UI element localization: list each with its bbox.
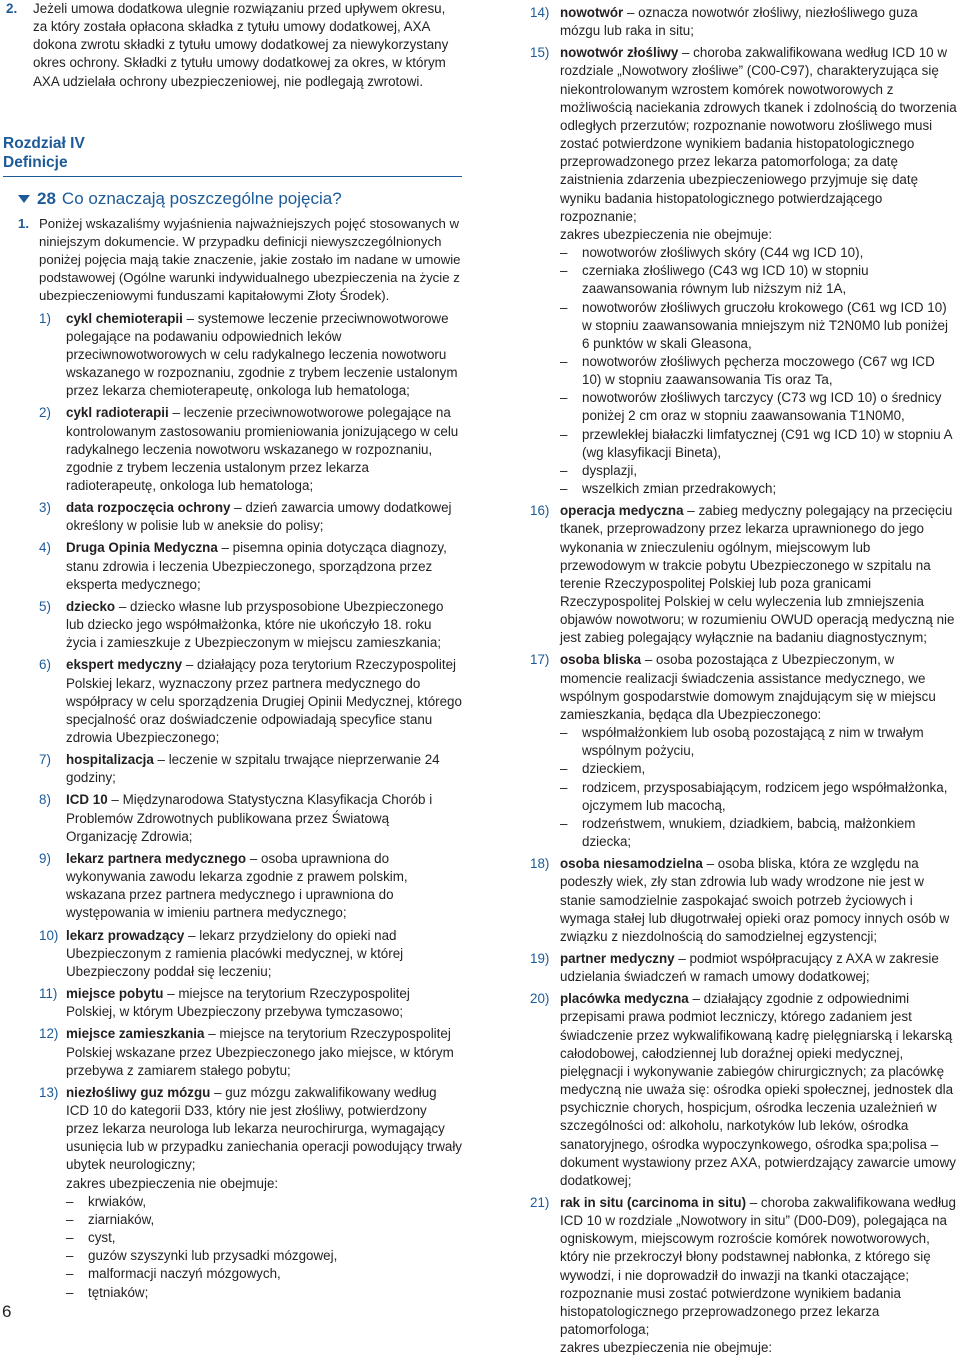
definition-item — [530, 651, 957, 724]
section-number: 28 — [37, 188, 56, 208]
definition-term: ICD 10 — [66, 792, 108, 808]
definition-number: 6) — [39, 657, 51, 673]
chapter-divider — [3, 176, 462, 177]
definition-body — [66, 598, 462, 652]
dash-list-item: – czerniaka złośliwego (C43 wg ICD 10) w stopniu zaawansowania równym lub niższym niż 1A, — [560, 262, 957, 298]
definition-body — [66, 1025, 462, 1079]
paragraph-text: Jeżeli umowa dodatkowa ulegnie rozwiązaniu przed upływem okresu, za który została opłacona składka z tytułu umowy dodatkowej, AXA dokona zwrotu składki z tytułu umowy dodatkowej za niewykorzystany okres ochrony. Składki z tytułu umowy dodatkowej za okres, w którym AXA udzielała ochrony ubezpieczeniowej, nie podlegają zwrotowi. — [33, 1, 449, 89]
definition-number: 16) — [530, 503, 550, 519]
definition-number: 1) — [39, 310, 51, 326]
definition-item — [6, 850, 462, 923]
definition-body — [66, 539, 462, 593]
dash-list-item: – nowotworów złośliwych skóry (C44 wg ICD 10), — [560, 244, 957, 262]
definition-item — [530, 502, 957, 647]
definition-term: partner medyczny — [560, 950, 675, 966]
definition-number: 9) — [39, 850, 51, 866]
paragraph-2 — [6, 0, 462, 91]
definition-body — [66, 791, 462, 845]
definition-text: – zabieg medyczny polegający na przecięciu tkanek, przeprowadzony przez lekarza uprawnionego do jego wykonania w znieczuleniu ogólnym, miejscowym lub przewodowym w trakcie pobytu Ubezpieczonego w szpitalu na terenie Rzeczypospolitej Polskiej lub poza granicami Rzeczypospolitej Polskiej w celu wyleczenia lub zmniejszenia objawów nowotworu; w rozumieniu OWUD operacją medyczną nie jest zabieg polegający wyłącznie na badaniu diagnostycznym; — [560, 503, 955, 646]
definition-item — [6, 791, 462, 845]
relation-list — [560, 724, 957, 851]
definition-number: 2) — [39, 405, 51, 421]
definition-term: placówka medyczna — [560, 991, 689, 1007]
intro-paragraph — [6, 215, 462, 306]
definition-body — [560, 990, 957, 1190]
definition-number: 4) — [39, 540, 51, 556]
definition-number: 12) — [39, 1026, 59, 1042]
definition-number: 13) — [39, 1084, 59, 1100]
dash-list-item: – nowotworów złośliwych tarczycy (C73 wg ICD 10) o średnicy poniżej 2 cm oraz w stopniu zaawansowania T1N0M0, — [560, 389, 957, 425]
definition-list-right — [530, 4, 957, 226]
definition-body — [66, 751, 462, 787]
chapter-heading — [3, 134, 462, 172]
definition-text: – systemowe leczenie przeciwnowotworowe polegające na podawaniu odpowiednich leków przeciwnowotworowych w celu radykalnego leczenia nowotworu wskazanego w rozpoznaniu, zgodnie z trybem leczenie ustalonym przez lekarza chemioterapeutę, onkologa lub hematologa; — [66, 310, 458, 399]
left-column — [3, 0, 462, 1302]
definition-text: – choroba zakwalifikowana według ICD 10 w rozdziale „Nowotwory złośliwe” (C00-C97), charakteryzująca się niekontrolowanym wzrostem komórek nowotworowych z możliwością naciekania zdrowych tkanek i zdolnością do tworzenia odległych przerzutów; rozpoznanie nowotworu złośliwego musi zostać potwierdzone wynikiem badania histopatologicznego przeprowadzonego przez lekarza patomorfologa; za datę zaistnienia zdarzenia ubezpieczeniowego przyjmuje się datę wyniku badania histopatologicznego potwierdzającego rozpoznanie; — [560, 45, 957, 224]
definition-term: miejsce pobytu — [66, 986, 164, 1002]
section-heading — [18, 189, 462, 209]
definition-term: osoba bliska — [560, 652, 642, 668]
dash-list-item: – malformacji naczyń mózgowych, — [66, 1265, 462, 1283]
definition-body — [560, 502, 957, 647]
definition-item — [6, 656, 462, 747]
definition-item — [6, 539, 462, 593]
definition-number: 19) — [530, 950, 550, 966]
definition-21-exclusions — [530, 1339, 957, 1357]
definition-number: 7) — [39, 752, 51, 768]
definition-body — [560, 44, 957, 226]
intro-number: 1. — [18, 215, 29, 231]
dash-list-item: – współmałżonkiem lub osobą pozostającą z nim w trwałym wspólnym pożyciu, — [560, 724, 957, 760]
definition-term: data rozpoczęcia ochrony — [66, 500, 231, 516]
definition-text: – dzień zawarcia umowy dodatkowej określony w polisie lub w aneksie do polisy; — [66, 500, 452, 534]
definition-item — [6, 751, 462, 787]
definition-item — [530, 1194, 957, 1339]
dash-list-item: – rodzeństwem, wnukiem, dziadkiem, babcią, małżonkiem dziecka; — [560, 815, 957, 851]
definition-term: cykl chemioterapii — [66, 310, 183, 326]
definition-body — [66, 404, 462, 495]
definition-text: – oznacza nowotwór złośliwy, niezłośliwego guza mózgu lub raka in situ; — [560, 5, 918, 39]
exclusion-heading: zakres ubezpieczenia nie obejmuje: — [66, 1175, 279, 1191]
dash-list-item: – przewlekłej białaczki limfatycznej (C91 wg ICD 10) w stopniu A (wg klasyfikacji Bineta), — [560, 426, 957, 462]
definition-body — [66, 656, 462, 747]
definition-text: – osoba uprawniona do wykonywania zawodu lekarza zgodnie z prawem polskim, wskazana przez partnera medycznego i uprawniona do występowania w imieniu partnera medycznego; — [66, 850, 408, 921]
chapter-title: Rozdział IV — [3, 134, 85, 152]
dash-list-item: – krwiaków, — [66, 1193, 462, 1211]
right-column — [530, 0, 957, 1357]
definition-body — [560, 1194, 957, 1339]
definition-number: 5) — [39, 598, 51, 614]
definition-item — [530, 855, 957, 946]
definition-list-right-3 — [530, 855, 957, 1339]
dash-list-item: – dysplazji, — [560, 462, 957, 480]
definition-number: 14) — [530, 5, 550, 20]
definition-term: osoba niesamodzielna — [560, 856, 703, 872]
definition-term: nowotwór złośliwy — [560, 45, 679, 61]
definition-body — [560, 855, 957, 946]
dash-list-item: – rodzicem, przysposabiającym, rodzicem jego współmałżonka, ojczymem lub macochą, — [560, 779, 957, 815]
definition-text: – dziecko własne lub przysposobione Ubezpieczonego lub dziecko jego współmałżonka, które nie ukończyło 18. roku życia i zamieszkuje z Ubezpieczonym w miejscu zamieszkania; — [66, 598, 444, 651]
definition-item — [6, 1025, 462, 1079]
definition-text: – osoba pozostająca z Ubezpieczonym, w momencie realizacji świadczenia assistance medycznego, we wspólnym gospodarstwie domowym znajdującym się w miejscu zamieszkania, będąca dla Ubezpieczonego: — [560, 652, 936, 722]
definition-number: 15) — [530, 45, 550, 61]
definition-text: – guz mózgu zakwalifikowany według ICD 10 do kategorii D33, który nie jest złośliwy, potwierdzony przez lekarza neurologa lub lekarza neurochirurga, wymagający usunięcia lub w przypadku zaniechania operacji powodujący trwały ubytek neurologiczny; — [66, 1084, 462, 1173]
definition-body — [560, 4, 957, 40]
definition-body — [66, 499, 462, 535]
definition-body — [66, 927, 462, 981]
definition-text: – leczenie w szpitalu trwające nieprzerwanie 24 godziny; — [66, 752, 440, 786]
definition-number: 11) — [39, 986, 58, 1002]
definition-term: Druga Opinia Medyczna — [66, 540, 218, 556]
chapter-subtitle: Definicje — [3, 153, 68, 171]
definition-item — [530, 950, 957, 986]
definition-body — [560, 651, 957, 724]
section-title: Co oznaczają poszczególne pojęcia? — [61, 188, 342, 208]
dash-list-item: – dzieckiem, — [560, 760, 957, 778]
dash-list-item: – ziarniaków, — [66, 1211, 462, 1229]
definition-text: – podmiot współpracujący z AXA w zakresie udzielania świadczeń w ramach umowy dodatkowej; — [560, 950, 939, 985]
exclusion-heading: zakres ubezpieczenia nie obejmuje: — [560, 1340, 773, 1356]
exclusion-list — [560, 244, 957, 498]
definition-list-left — [6, 310, 462, 1175]
definition-term: operacja medyczna — [560, 503, 684, 519]
definition-list-right-2 — [530, 502, 957, 724]
definition-item — [530, 4, 957, 40]
definition-item — [6, 404, 462, 495]
definition-text: – choroba zakwalifikowana według ICD 10 w rozdziale „Nowotwory in situ” (D00-D09), polegająca na ogniskowym, miejscowym rozroście komórek nowotworowych, który nie przekroczył błony podstawnej nabłonka, z którego się wywodzi, i nie doprowadził do inwazji na tkanki otaczające; rozpoznanie musi zostać potwierdzone wynikiem badania histopatologicznego przeprowadzonego przez lekarza patomorfologa; — [560, 1195, 956, 1338]
definition-term: lekarz partnera medycznego — [66, 850, 247, 866]
triangle-marker-icon — [18, 195, 30, 203]
definition-body — [560, 950, 957, 986]
definition-number: 8) — [39, 792, 51, 808]
dash-list-item: – nowotworów złośliwych gruczołu krokowego (C61 wg ICD 10) w stopniu zaawansowania mniejszym niż T2N0M0 lub poniżej 6 punktów w skali Gleasona, — [560, 299, 957, 353]
dash-list-item: – wszelkich zmian przedrakowych; — [560, 480, 957, 498]
definition-text: – Międzynarodowa Statystyczna Klasyfikacja Chorób i Problemów Zdrowotnych publikowana przez Światową Organizację Zdrowia; — [66, 792, 433, 844]
dash-list-item: – tętniaków; — [66, 1284, 462, 1302]
dash-list-item: – cyst, — [66, 1229, 462, 1247]
definition-text: – lekarz przydzielony do opieki nad Ubezpieczonym z ramienia placówki medycznej, w której Ubezpieczony poddał się leczeniu; — [66, 927, 404, 979]
definition-15-exclusions — [530, 226, 957, 498]
definition-text: – pisemna opinia dotycząca diagnozy, stanu zdrowia i leczenia Ubezpieczonego, sporządzona przez eksperta medycznego; — [66, 540, 447, 592]
definition-item — [6, 310, 462, 401]
exclusion-list — [66, 1193, 462, 1302]
definition-number: 18) — [530, 856, 550, 872]
definition-term: dziecko — [66, 598, 116, 614]
definition-body — [66, 1084, 462, 1175]
definition-number: 10) — [39, 927, 59, 943]
definition-body — [66, 850, 462, 923]
definition-item — [6, 598, 462, 652]
definition-term: ekspert medyczny — [66, 657, 183, 673]
definition-term: niezłośliwy guz mózgu — [66, 1084, 211, 1100]
exclusion-heading: zakres ubezpieczenia nie obejmuje: — [560, 226, 773, 242]
intro-text: Poniżej wskazaliśmy wyjaśnienia najważniejszych pojęć stosowanych w niniejszym dokumencie. W przypadku definicji niewyszczególnionych poniżej pojęcia mają takie znaczenie, jakie zostało im nadane w umowie podstawowej (Ogólne warunki indywidualnego ubezpieczenia na życie z ubezpieczeniowymi funduszami kapitałowymi Złoty Środek). — [39, 215, 461, 304]
definition-term: lekarz prowadzący — [66, 927, 185, 943]
definition-body — [66, 310, 462, 401]
definition-body — [66, 985, 462, 1021]
definition-text: – miejsce na terytorium Rzeczypospolitej Polskiej wskazane przez Ubezpieczonego jako miejsce, w którym przebywa z zamiarem stałego pobytu; — [66, 1026, 454, 1078]
definition-item — [6, 499, 462, 535]
definition-number: 3) — [39, 500, 51, 516]
definition-text: – działający poza terytorium Rzeczypospolitej Polskiej lekarz, wyznaczony przez partnera medycznego do współpracy w celu sporządzenia Drugiej Opinii Medycznej, którego specjalność oraz doświadczenie odpowiadają specyfice stanu zdrowia Ubezpieczonego; — [66, 657, 462, 745]
definition-term: cykl radioterapii — [66, 405, 169, 421]
definition-term: miejsce zamieszkania — [66, 1026, 205, 1042]
definition-text: – osoba bliska, która ze względu na podeszły wiek, zły stan zdrowia lub wady wrodzone nie jest w stanie samodzielnie zaspokajać swoich potrzeb życiowych i wymaga stałej lub długotrwałej opieki oraz pomocy innych osób w związku z niezdolnością do samodzielnej egzystencji; — [560, 856, 950, 944]
definition-item — [6, 985, 462, 1021]
definition-text: – miejsce na terytorium Rzeczypospolitej Polskiej, w którym Ubezpieczony przebywa tymczasowo; — [66, 986, 410, 1020]
definition-term: nowotwór — [560, 5, 624, 20]
definition-term: rak in situ (carcinoma in situ) — [560, 1195, 747, 1210]
definition-17-list — [530, 724, 957, 851]
definition-item — [6, 927, 462, 981]
definition-number: 20) — [530, 991, 550, 1007]
definition-term: hospitalizacja — [66, 752, 154, 768]
definition-item — [530, 44, 957, 226]
dash-list-item: – guzów szyszynki lub przysadki mózgowej, — [66, 1247, 462, 1265]
definition-text: – działający zgodnie z odpowiednimi przepisami prawa podmiot leczniczy, którego zadaniem jest świadczenie przez wykwalifikowaną kadrę pielęgniarską i lekarską całodobowej, całodziennej lub doraźnej opieki medycznej, pielęgnacji i wykonywanie zabiegów chirurgicznych; za placówkę medyczną nie uważa się: ośrodka opieki społecznej, jednostek dla psychicznie chorych, hospicjum, ośrodka leczenia uzależnień w szczególności od: alkoholu, narkotyków lub leków, ośrodka sanatoryjnego, ośrodka wypoczynkowego, ośrodka spa;polisa – dokument wystawiony przez AXA, potwierdzający zawarcie umowy dodatkowej; — [560, 991, 956, 1188]
definition-number: 21) — [530, 1195, 550, 1210]
definition-text: – leczenie przeciwnowotworowe polegające na kontrolowanym zastosowaniu promieniowania jonizującego w celu radykalnego leczenia nowotworu wskazanego w rozpoznaniu, zgodnie z trybem leczenia ustalonym przez lekarza radioterapeutę, onkologa lub hematologa; — [66, 405, 459, 493]
paragraph-number: 2. — [6, 1, 18, 16]
definition-item — [530, 990, 957, 1190]
page-number: 6 — [2, 1302, 12, 1321]
dash-list-item: – nowotworów złośliwych pęcherza moczowego (C67 wg ICD 10) w stopniu zaawansowania Tis oraz Ta, — [560, 353, 957, 389]
definition-13-exclusions — [6, 1175, 462, 1302]
definition-item — [6, 1084, 462, 1175]
definition-number: 17) — [530, 652, 550, 668]
